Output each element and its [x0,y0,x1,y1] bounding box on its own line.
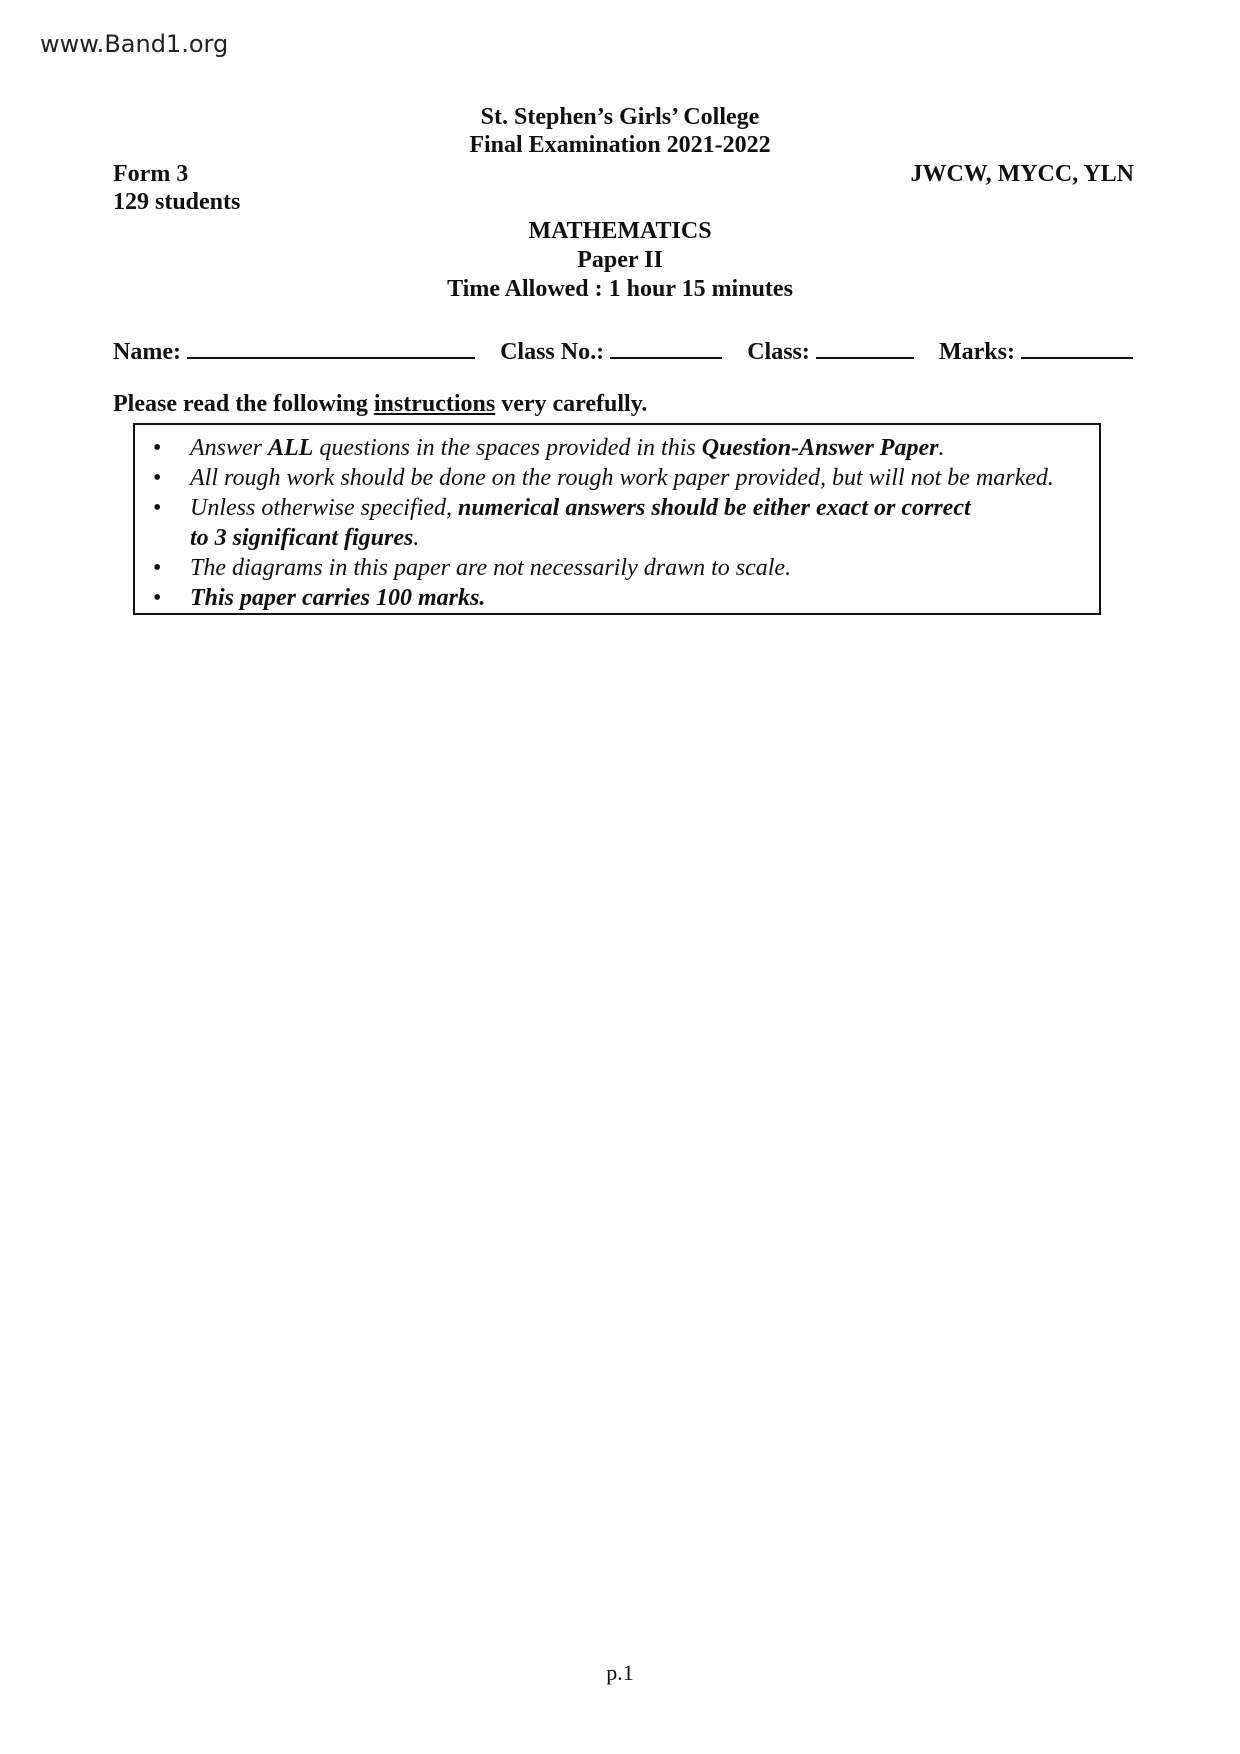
instruction-1-text-a: Answer [190,435,268,461]
watermark-url[interactable]: www.Band1.org [40,30,229,58]
subject-title: MATHEMATICS [528,218,712,244]
bullet-icon: • [153,555,162,581]
instruction-3-period: . [413,525,420,551]
bullet-icon: • [153,585,162,611]
paper-number: Paper II [577,247,663,273]
class-no-label: Class No.: [500,339,605,365]
marks-label: Marks: [938,339,1015,365]
bullet-icon: • [153,465,162,491]
instruction-1-text-c: questions in the spaces provided in this [313,435,702,461]
instructions-heading-pre: Please read the following [113,391,374,417]
instruction-1-period: . [938,435,945,461]
class-field[interactable] [747,335,914,366]
name-field[interactable] [113,335,475,366]
instruction-1-all: ALL [268,435,314,461]
instruction-3-bold: numerical answers should be either exact or correct [457,495,971,521]
instruction-4-text: The diagrams in this paper are not necessarily drawn to scale. [190,555,792,581]
instruction-item [135,463,1099,493]
bullet-icon: • [153,495,162,521]
teacher-initials: JWCW, MYCC, YLN [910,161,1134,187]
exam-title: Final Examination 2021-2022 [469,132,771,158]
instruction-3-sig-figs: to 3 significant figures [190,525,414,551]
instruction-3-text-a: Unless otherwise specified, [190,495,458,521]
marks-blank[interactable] [1021,335,1133,359]
time-allowed: Time Allowed : 1 hour 15 minutes [447,276,793,302]
name-blank[interactable] [187,335,475,359]
instruction-item [135,583,1099,613]
instruction-item [135,493,1099,553]
instructions-heading [113,391,647,418]
instructions-heading-underlined: instructions [373,391,496,417]
name-label: Name: [113,339,181,365]
instruction-5-text: This paper carries 100 marks. [190,585,486,611]
instructions-list [135,425,1099,613]
bullet-icon: • [153,435,162,461]
school-name: St. Stephen’s Girls’ College [480,104,760,130]
instruction-item [135,553,1099,583]
student-count: 129 students [113,189,241,215]
instructions-heading-post: very carefully. [495,391,648,417]
instruction-2-text: All rough work should be done on the rough work paper provided, but will not be marked. [190,465,1054,491]
class-blank[interactable] [816,335,914,359]
form-level: Form 3 [113,161,189,187]
instructions-box [133,423,1101,615]
student-info-fields [113,335,1133,366]
marks-field[interactable] [939,335,1133,366]
class-label: Class: [747,339,810,365]
page-number: p.1 [606,1660,634,1685]
instruction-item [135,433,1099,463]
instruction-1-qa-paper: Question-Answer Paper [701,435,939,461]
class-no-field[interactable] [500,335,722,366]
class-no-blank[interactable] [610,335,722,359]
